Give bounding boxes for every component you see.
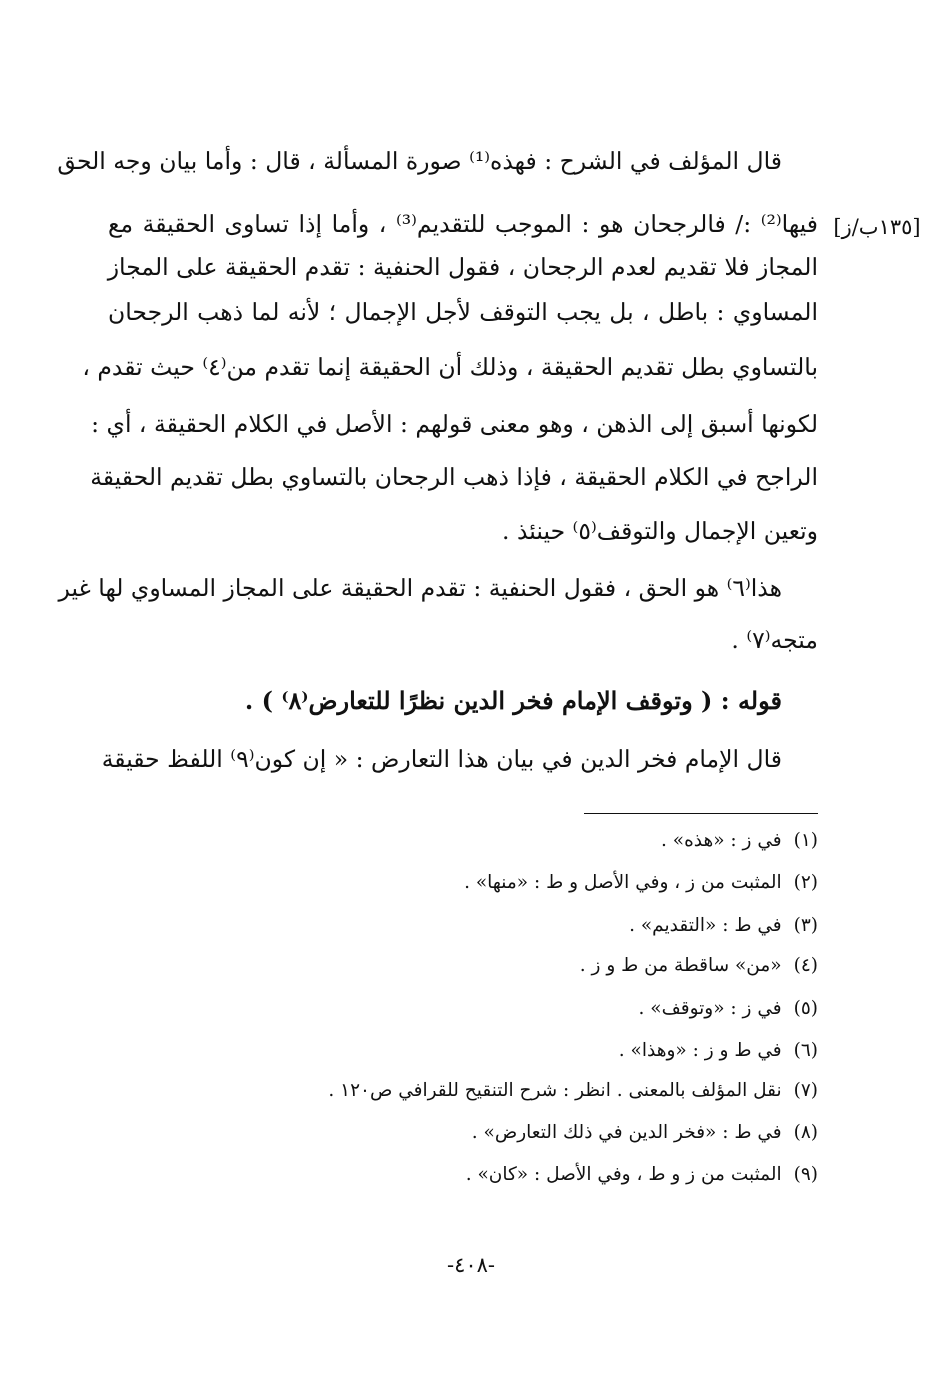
text-line: الراجح في الكلام الحقيقة ، فإذا ذهب الرجحان بالتساوي بطل تقديم الحقيقة (90, 463, 818, 491)
footnote-number: (٨) (793, 1122, 818, 1143)
footnote-number: (٤) (793, 955, 818, 976)
footnote (108, 828, 818, 854)
footnote (108, 870, 818, 896)
footnote-number: (٦) (793, 1040, 818, 1061)
footnote-text: المثبت من ز ، وفي الأصل و ط : «منها» . (464, 872, 782, 893)
text-line: قال الإمام فخر الدين في بيان هذا التعارض : « إن كون⁽٩⁾ اللفظ حقيقة (101, 745, 782, 773)
footnote-number: (٥) (793, 998, 818, 1019)
footnote-text: المثبت من ز و ط ، وفي الأصل : «كان» . (465, 1164, 782, 1185)
footnote-number: (٢) (793, 872, 818, 893)
footnote-text: في ز : «وتوقف» . (638, 998, 782, 1019)
text-line: المجاز فلا تقديم لعدم الرجحان ، فقول الحنفية : تقدم الحقيقة على المجاز (107, 253, 818, 281)
footnote (108, 1038, 818, 1064)
footnote-text: في ز : «هذه» . (660, 830, 782, 851)
text-line: المساوي : باطل ، بل يجب التوقف لأجل الإجمال ؛ لأنه لما ذهب الرجحان (108, 298, 818, 326)
footnote-number: (٩) (793, 1164, 818, 1185)
footnote-text: في ط : «التقديم» . (629, 915, 782, 936)
text-line: بالتساوي بطل تقديم الحقيقة ، وذلك أن الحقيقة إنما تقدم من⁽٤⁾ حيث تقدم ، (82, 353, 818, 381)
margin-folio-note: [١٣٥ب/ز] (833, 215, 921, 239)
footnote-text: نقل المؤلف بالمعنى . انظر : شرح التنقيح للقرافي ص١٢٠ . (328, 1080, 782, 1101)
footnote (108, 913, 818, 939)
footnote-number: (٣) (793, 915, 818, 936)
text-line: وتعين الإجمال والتوقف⁽٥⁾ حينئذ . (502, 517, 818, 545)
text-line: لكونها أسبق إلى الذهن ، وهو معنى قولهم : الأصل في الكلام الحقيقة ، أي : (91, 410, 818, 438)
footnote (108, 1162, 818, 1188)
footnote (108, 1078, 818, 1104)
text-line: قال المؤلف في الشرح : فهذه⁽¹⁾ صورة المسألة ، قال : وأما بيان وجه الحق (57, 147, 782, 175)
footnote-text: في ط و ز : «وهذا» . (618, 1040, 782, 1061)
text-line: هذا⁽٦⁾ هو الحق ، فقول الحنفية : تقدم الحقيقة على المجاز المساوي لها غير (58, 574, 782, 602)
footnote-number: (٧) (793, 1080, 818, 1101)
footnote (108, 1120, 818, 1146)
page-number: -٤٠٨- (446, 1253, 496, 1277)
footnote-separator (584, 813, 818, 814)
footnote (108, 953, 818, 979)
footnote-text: في ط : «فخر الدين في ذلك التعارض» . (471, 1122, 782, 1143)
section-heading: قوله : ( وتوقف الإمام فخر الدين نظرًا للتعارض⁽٨⁾ ) . (244, 686, 782, 715)
footnote-text: «من» ساقطة من ط و ز . (579, 955, 782, 976)
footnote (108, 996, 818, 1022)
footnote-number: (١) (793, 830, 818, 851)
text-line: متجه⁽٧⁾ . (731, 626, 818, 654)
text-line: فيها⁽²⁾ :/ فالرجحان هو : الموجب للتقديم⁽³⁾ ، وأما إذا تساوى الحقيقة مع (108, 210, 818, 238)
